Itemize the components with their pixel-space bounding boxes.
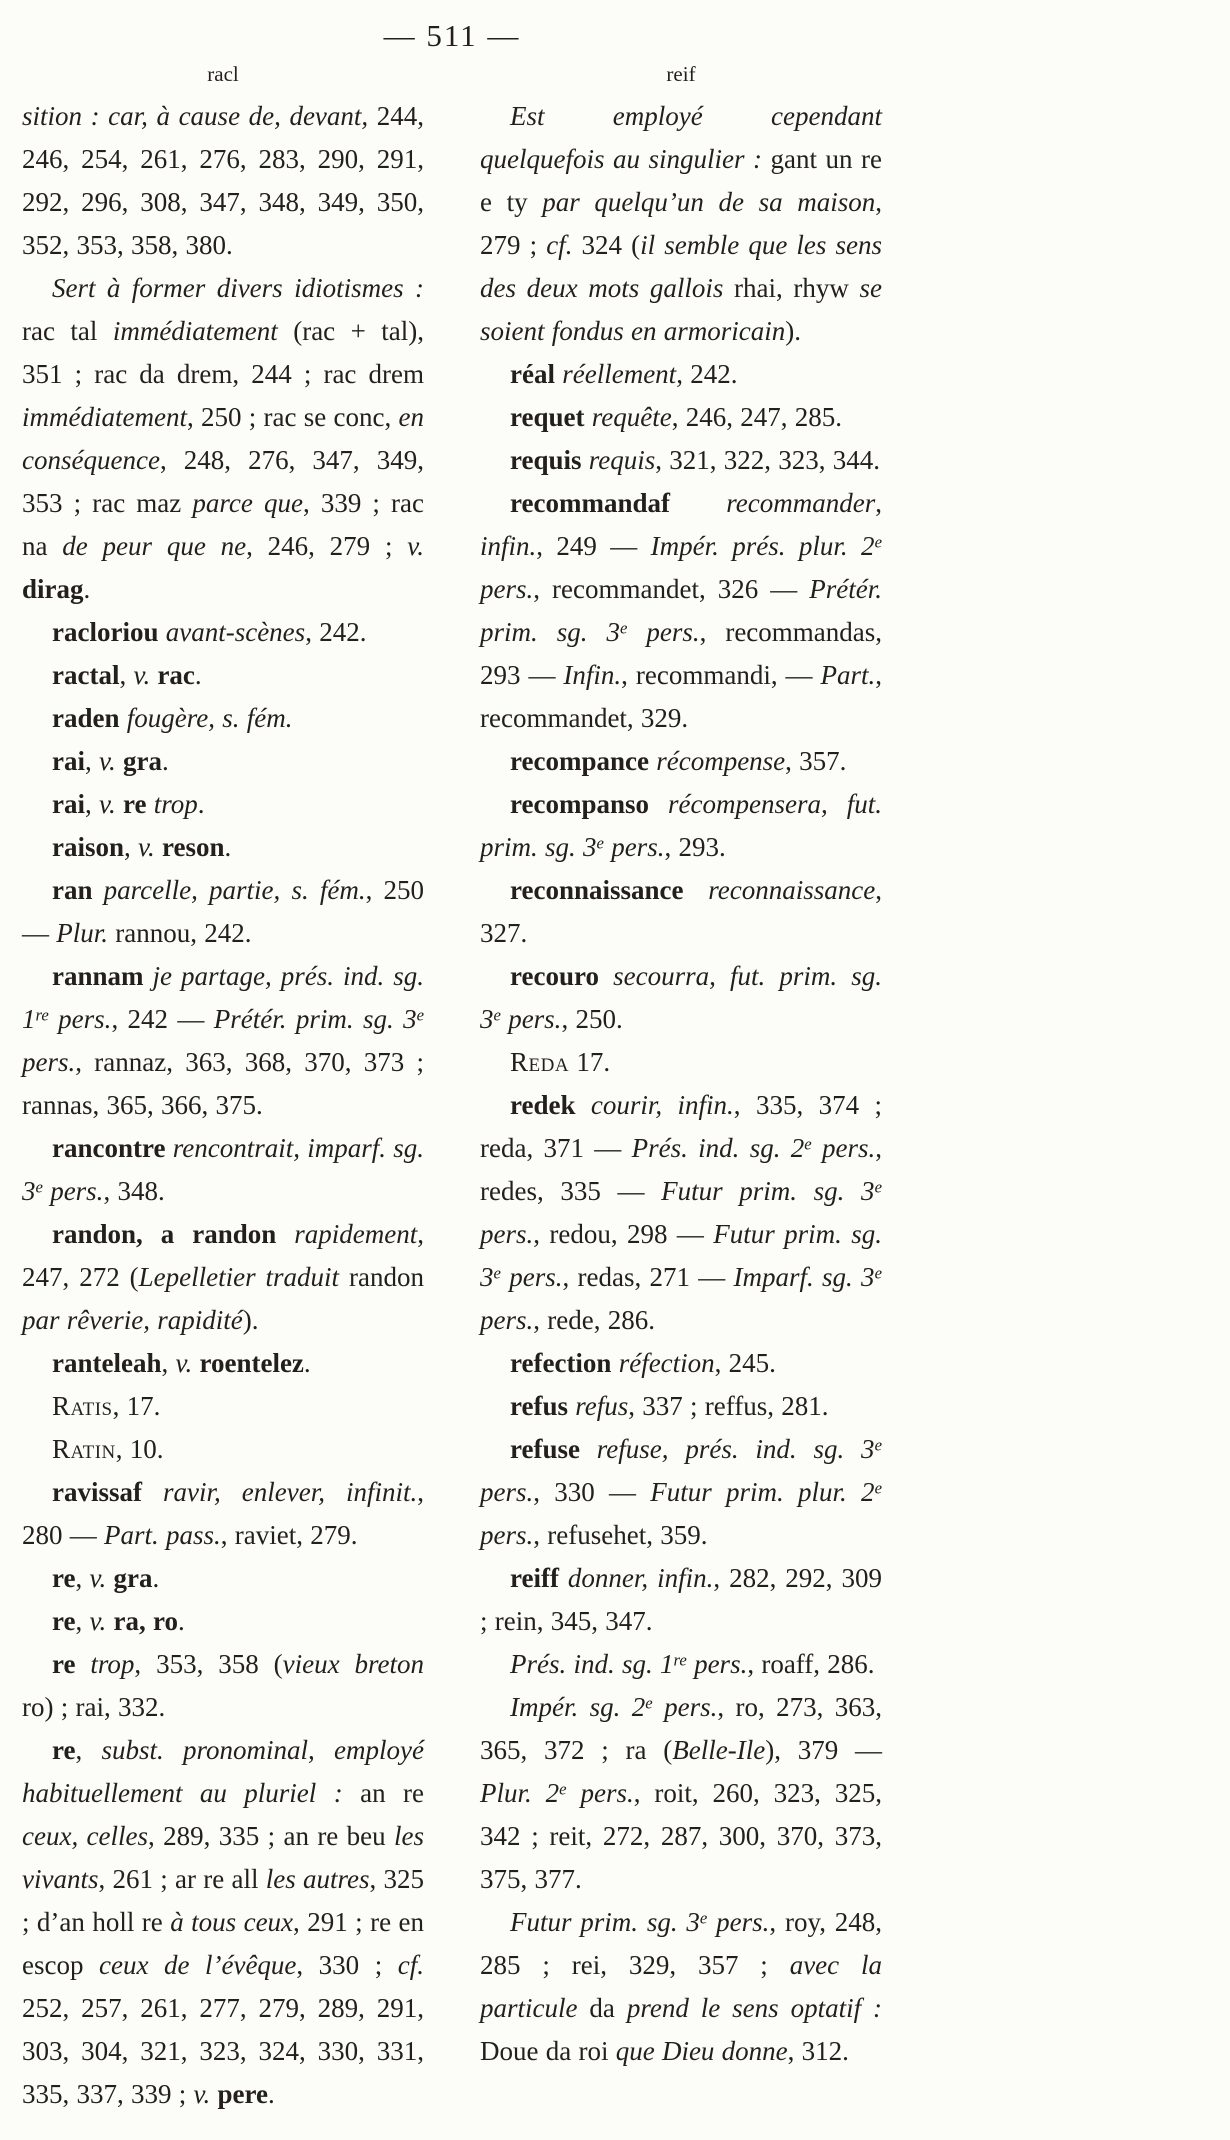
text-run: re (52, 1735, 76, 1765)
dictionary-entry (22, 611, 424, 654)
text-run: e (35, 1177, 43, 1197)
text-run: recompanso (510, 789, 669, 819)
text-run: e (874, 1435, 882, 1455)
text-run: trop (153, 789, 198, 819)
dictionary-entry (480, 1342, 882, 1385)
text-run: il semble que les sens des deux mots gallois (480, 230, 882, 303)
text-run: . (83, 574, 91, 604)
dictionary-entry (480, 1557, 882, 1643)
text-run: récompensera, fut. prim. sg. 3 (480, 789, 882, 862)
text-run: re (673, 1650, 687, 1670)
text-run: Belle-Ile (672, 1735, 766, 1765)
text-run: pers. (480, 574, 534, 604)
text-run: immédiatement (112, 316, 294, 346)
text-run: pers. (566, 1778, 634, 1808)
text-run: parcelle, partie, s. fém. (103, 875, 366, 905)
dictionary-entry (22, 95, 424, 267)
text-run: ). (242, 1305, 259, 1335)
text-run: , 337 ; reffus, 281. (628, 1391, 829, 1421)
text-run: , (124, 832, 139, 862)
text-run: . (194, 660, 202, 690)
text-run: Futur prim. sg. 3 (510, 1907, 700, 1937)
text-run: gra (122, 746, 162, 776)
text-run: , (85, 746, 99, 776)
text-run: parce que (192, 488, 303, 518)
running-heads (22, 62, 882, 87)
text-run: sition : car, à cause de, devant, (22, 101, 377, 131)
text-run: , 289, 335 ; an re beu (148, 1821, 394, 1851)
text-run: ceux, celles (22, 1821, 149, 1851)
text-run: reconnaissance (708, 875, 876, 905)
text-run: , (85, 789, 99, 819)
text-run: , (875, 488, 882, 518)
text-run: reson (162, 832, 225, 862)
text-run: je partage, prés. ind. sg. 1 (22, 961, 424, 1034)
dictionary-entry (480, 1686, 882, 1901)
text-run: , 357. (785, 746, 847, 776)
text-run: réfection (618, 1348, 715, 1378)
text-run: recompance (510, 746, 657, 776)
text-run: réellement (562, 359, 677, 389)
text-run: refus (575, 1391, 629, 1421)
dictionary-entry (480, 1643, 882, 1686)
text-run: , roy, 248, 285 ; rei, 329, 357 ; (480, 1907, 882, 1980)
text-run: v. (133, 660, 158, 690)
text-run: ran (52, 875, 104, 905)
text-run: . (161, 746, 169, 776)
text-run: , raviet, 279. (220, 1520, 358, 1550)
dictionary-entry (22, 826, 424, 869)
dictionary-entry (22, 740, 424, 783)
dictionary-entry (22, 1213, 424, 1342)
text-run: , 246, 279 ; (246, 531, 408, 561)
dictionary-entry (22, 1729, 424, 2116)
text-run: Impér. prés. plur. 2 (650, 531, 875, 561)
dictionary-entry (22, 1471, 424, 1557)
text-run: , recommandi, — (621, 660, 821, 690)
text-run: e (596, 833, 604, 853)
text-run: re (52, 1606, 76, 1636)
dictionary-entry (480, 439, 882, 482)
text-run: , 353, 358 ( (134, 1649, 283, 1679)
text-run: Part. pass. (104, 1520, 221, 1550)
dictionary-entry (480, 740, 882, 783)
text-run: pers. (500, 1262, 563, 1292)
dictionary-entry (480, 1428, 882, 1557)
text-run: v. (99, 789, 123, 819)
text-run: , 17. (112, 1391, 161, 1421)
text-run: , 246, 247, 285. (671, 402, 842, 432)
text-run: e (619, 618, 628, 638)
text-run: , 339 ; rac na (22, 488, 424, 561)
text-run: Prétér. prim. sg. 3 (213, 1004, 417, 1034)
text-run: v. (175, 1348, 200, 1378)
text-run: , 10. (115, 1434, 164, 1464)
text-run: v. (89, 1563, 114, 1593)
running-head-right: reif (666, 62, 696, 86)
text-run: requis (588, 445, 656, 475)
text-run: an re (360, 1778, 424, 1808)
text-run: infin. (480, 531, 537, 561)
text-run: requet (510, 402, 592, 432)
dictionary-entry (480, 1385, 882, 1428)
text-run: raden (52, 703, 127, 733)
text-run: , (75, 1563, 90, 1593)
text-run: Plur. 2 (480, 1778, 560, 1808)
page-number: — 511 — (383, 18, 521, 53)
text-run: e (874, 1478, 882, 1498)
text-run: pers. (811, 1133, 876, 1163)
text-run: , 249 — (536, 531, 651, 561)
text-run: donner, infin. (567, 1563, 714, 1593)
text-run: ra, ro (113, 1606, 178, 1636)
text-run: par rêverie, rapidité (22, 1305, 243, 1335)
text-run: pers. (480, 1219, 534, 1249)
text-run: pers. (480, 1477, 534, 1507)
text-run: , 330 ; (296, 1950, 398, 1980)
text-run: rac tal (22, 316, 113, 346)
text-run: recommander (726, 488, 876, 518)
dictionary-entry (480, 1041, 882, 1084)
text-run: . (152, 1563, 160, 1593)
text-run: Prétér. prim. sg. 3 (480, 574, 882, 647)
dictionary-entry (22, 1557, 424, 1600)
text-run: , 250 — (22, 875, 425, 948)
text-run: , 293. (664, 832, 726, 862)
text-run: subst. pronominal, employé habituellement au pluriel : (22, 1735, 424, 1808)
text-run: récompense (656, 746, 786, 776)
text-run: . (177, 1606, 185, 1636)
text-run: ractal (52, 660, 120, 690)
text-run: . (224, 832, 232, 862)
dictionary-entry (22, 1428, 424, 1471)
text-run: , 325 ; d’an holl re (22, 1864, 424, 1937)
text-run: , redes, 335 — (480, 1133, 883, 1206)
text-run: pers. (22, 1047, 76, 1077)
text-run: pers. (627, 617, 700, 647)
dictionary-entry (22, 654, 424, 697)
text-run: que Dieu donne (615, 2036, 788, 2066)
text-run: , 250. (561, 1004, 623, 1034)
dictionary-entry (480, 95, 882, 353)
text-run: vieux breton (282, 1649, 424, 1679)
text-run: , 280 — (22, 1477, 425, 1550)
text-run: , 242 — (111, 1004, 214, 1034)
dictionary-entry (22, 1643, 424, 1729)
text-run: ravir, enlever, infinit. (163, 1477, 418, 1507)
text-run: Lepelletier traduit (138, 1262, 350, 1292)
text-run: pere (217, 2079, 268, 2109)
left-column (22, 95, 424, 2116)
text-run: trop (90, 1649, 135, 1679)
text-run: . (303, 1348, 311, 1378)
text-run: Plur. (56, 918, 116, 948)
text-run: courir, infin. (590, 1090, 734, 1120)
dictionary-entry (480, 353, 882, 396)
text-run: , rannaz, 363, 368, 370, 373 ; rannas, 365, 366, 375. (22, 1047, 424, 1120)
dictionary-entry (22, 1127, 424, 1213)
text-run: , 327. (480, 875, 882, 948)
text-run: reiff (510, 1563, 568, 1593)
dictionary-entry (480, 396, 882, 439)
text-run: v. (99, 746, 123, 776)
text-run: pers. (603, 832, 665, 862)
right-column (480, 95, 882, 2116)
text-run: rancontre (52, 1133, 173, 1163)
dictionary-entry (22, 267, 424, 611)
text-run: v. (193, 2079, 218, 2109)
text-run: , recommandet, 329. (480, 660, 883, 733)
dictionary-entry (480, 955, 882, 1041)
dictionary-entry (22, 1600, 424, 1643)
text-run: , (119, 660, 134, 690)
text-run: à tous ceux (170, 1907, 294, 1937)
text-run: rai (52, 789, 85, 819)
text-run: . (197, 789, 205, 819)
text-run: , redas, 271 — (562, 1262, 734, 1292)
text-run: ). (785, 316, 801, 346)
text-run: re (52, 1563, 76, 1593)
text-run: (rac + tal), 351 ; rac da drem, 244 ; rac drem (22, 316, 424, 389)
text-run: , 242. (676, 359, 738, 389)
dictionary-entry (480, 783, 882, 869)
text-run: , redou, 298 — (533, 1219, 714, 1249)
text-run: Futur prim. plur. 2 (650, 1477, 875, 1507)
text-run: v. (89, 1606, 114, 1636)
text-run: , (75, 1606, 90, 1636)
text-run: , 261 ; ar re all (98, 1864, 266, 1894)
text-run: e (874, 1263, 882, 1283)
text-run: gant un re e ty (480, 144, 882, 217)
text-run: requis (510, 445, 589, 475)
text-run: secourra, fut. prim. sg. 3 (480, 961, 882, 1034)
text-run: , (161, 1348, 176, 1378)
text-run: e (645, 1693, 653, 1713)
text-run: pers. (686, 1649, 748, 1679)
text-run: cf. (546, 230, 582, 260)
dictionary-entry (22, 697, 424, 740)
text-run: réal (510, 359, 563, 389)
dictionary-entry (480, 1901, 882, 2073)
text-run: Reda (510, 1047, 570, 1077)
text-run: reconnaissance (510, 875, 709, 905)
text-run: e (493, 1263, 501, 1283)
text-run: refuse, prés. ind. sg. 3 (596, 1434, 875, 1464)
text-run: se soient fondus en armoricain (480, 273, 882, 346)
text-run: pers. (652, 1692, 718, 1722)
text-run: rac (157, 660, 195, 690)
text-run: , rede, 286. (533, 1305, 655, 1335)
text-run: de peur que ne (62, 531, 247, 561)
text-run: pers. (48, 1004, 112, 1034)
text-run: Imparf. sg. 3 (733, 1262, 875, 1292)
text-run: , 279 ; (480, 187, 882, 260)
text-run: avec la particule (480, 1950, 883, 2023)
text-run: Ratis (52, 1391, 113, 1421)
text-run: v. (138, 832, 162, 862)
text-run: e (559, 1779, 567, 1799)
text-run: da (589, 1993, 627, 2023)
text-run: cf. (397, 1950, 424, 1980)
text-run: ro) ; rai, 332. (22, 1692, 166, 1722)
text-run: 252, 257, 261, 277, 279, 289, 291, 303, 304, 321, 323, 324, 330, 331, 335, 337, 339 ; (22, 1993, 424, 2109)
text-run: les autres (265, 1864, 370, 1894)
text-run: 17. (569, 1047, 611, 1077)
text-run: Infin. (563, 660, 622, 690)
text-run: ceux de l’évêque (99, 1950, 297, 1980)
text-run: e (804, 1134, 812, 1154)
text-run: pers. (480, 1305, 534, 1335)
text-run: rapidement (294, 1219, 418, 1249)
text-run: racloriou (52, 617, 166, 647)
text-run: immédiatement (22, 402, 187, 432)
text-run: , recommandas, 293 — (480, 617, 883, 690)
text-run: redek (510, 1090, 591, 1120)
text-run: rencontrait, imparf. sg. 3 (22, 1133, 424, 1206)
text-run: rai (52, 746, 85, 776)
text-run: fougère, s. fém. (126, 703, 293, 733)
text-run: , refusehet, 359. (533, 1520, 708, 1550)
text-run: re (35, 1005, 49, 1025)
text-run: Doue da roi (480, 2036, 616, 2066)
dictionary-entry (22, 869, 424, 955)
text-run: , 247, 272 ( (22, 1219, 424, 1292)
dictionary-entry (22, 1342, 424, 1385)
text-run: Futur prim. sg. 3 (661, 1176, 875, 1206)
text-run: requête (591, 402, 672, 432)
dictionary-entry (22, 1385, 424, 1428)
text-run: Impér. sg. 2 (510, 1692, 646, 1722)
text-run: dirag (22, 574, 84, 604)
running-head-left: racl (207, 62, 239, 86)
text-run: e (874, 532, 882, 552)
text-run: , 245. (714, 1348, 776, 1378)
text-run: 244, 246, 254, 261, 276, 283, 290, 291, 292, 296, 308, 347, 348, 349, 350, 352, 353, 358, 380. (22, 101, 424, 260)
text-run: Sert à former divers idiotismes : (52, 273, 424, 303)
text-run: pers. (480, 1520, 534, 1550)
text-run: randon (349, 1262, 424, 1292)
text-columns (22, 95, 882, 2116)
text-run: refus (510, 1391, 576, 1421)
text-run: e (493, 1005, 501, 1025)
text-run: pers. (707, 1907, 770, 1937)
text-run: e (699, 1908, 708, 1928)
dictionary-entry (480, 482, 882, 740)
text-run: e (874, 1177, 882, 1197)
text-run: Prés. ind. sg. 2 (631, 1133, 805, 1163)
text-run: , 242. (305, 617, 367, 647)
dictionary-entry (22, 783, 424, 826)
text-run: pers. (42, 1176, 104, 1206)
text-run: rannam (52, 961, 153, 991)
text-run: recouro (510, 961, 614, 991)
text-run: en conséquence (22, 402, 424, 475)
text-run: Ratin (52, 1434, 116, 1464)
text-run: refection (510, 1348, 619, 1378)
text-run: , recommandet, 326 — (533, 574, 810, 604)
text-run: raison (52, 832, 125, 862)
text-run: , 282, 292, 309 ; rein, 345, 347. (480, 1563, 882, 1636)
text-run: e (416, 1005, 425, 1025)
text-run: , roaff, 286. (747, 1649, 875, 1679)
text-run: refuse (510, 1434, 597, 1464)
text-run: prend le sens optatif : (626, 1993, 882, 2023)
text-run: ravissaf (52, 1477, 164, 1507)
text-run: Est employé cependant quelquefois au singulier : (480, 101, 882, 174)
text-run: roentelez (199, 1348, 304, 1378)
text-run: , 250 ; rac se conc, (186, 402, 399, 432)
text-run: pers. (500, 1004, 562, 1034)
text-run: , 321, 322, 323, 344. (655, 445, 881, 475)
dictionary-entry (22, 955, 424, 1127)
text-run: . (267, 2079, 275, 2109)
text-run: rannou, 242. (115, 918, 252, 948)
text-run: avant-scènes (165, 617, 306, 647)
text-run: , roit, 260, 323, 325, 342 ; reit, 272, 287, 300, 370, 373, 375, 377. (480, 1778, 883, 1894)
text-run: Futur prim. sg. 3 (480, 1219, 882, 1292)
text-run: , 335, 374 ; reda, 371 — (480, 1090, 882, 1163)
text-run: par quelqu’un de sa maison (542, 187, 876, 217)
text-run: re (52, 1649, 91, 1679)
text-run: ranteleah (52, 1348, 162, 1378)
text-run: re (122, 789, 154, 819)
text-run: ), 379 — (765, 1735, 882, 1765)
text-run: rhai, rhyw (734, 273, 860, 303)
text-run: Prés. ind. sg. 1 (510, 1649, 674, 1679)
text-run: , 312. (787, 2036, 849, 2066)
dictionary-entry (480, 1084, 882, 1342)
text-run: , 248, 276, 347, 349, 353 ; rac maz (22, 445, 424, 518)
text-run: recommandaf (510, 488, 727, 518)
text-run: , 291 ; re en escop (22, 1907, 424, 1980)
text-run: gra (113, 1563, 153, 1593)
text-run: , ro, 273, 363, 365, 372 ; ra ( (480, 1692, 883, 1765)
text-run: , 330 — (533, 1477, 651, 1507)
text-run: Part. (820, 660, 876, 690)
text-run: randon, a randon (52, 1219, 295, 1249)
text-run: les vivants (22, 1821, 424, 1894)
text-run: , (75, 1735, 102, 1765)
text-run: 324 ( (581, 230, 641, 260)
dictionary-entry (480, 869, 882, 955)
text-run: , 348. (103, 1176, 165, 1206)
text-run: v. (407, 531, 424, 561)
